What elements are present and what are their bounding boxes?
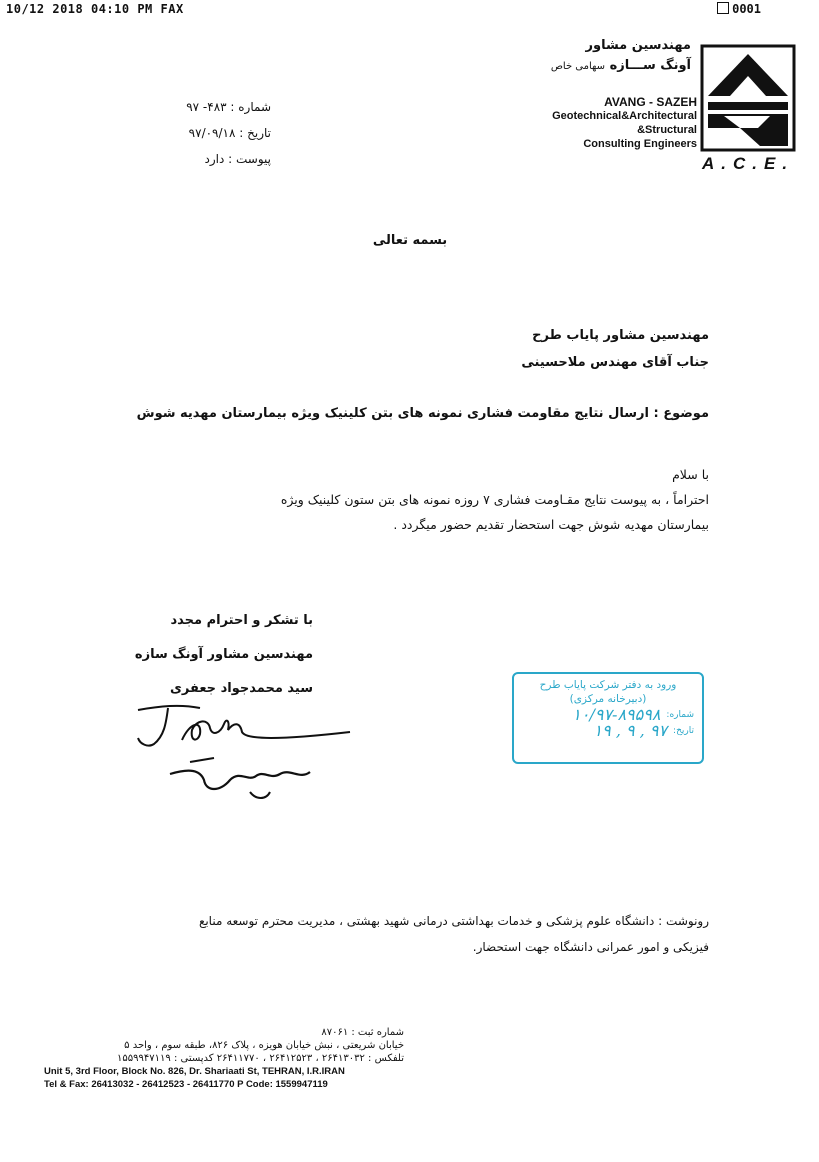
- letter-footer: [44, 1026, 404, 1091]
- stamp-number-row: [522, 705, 694, 724]
- stamp-date-label: تاریخ:: [673, 726, 694, 736]
- stamp-date-row: [522, 721, 694, 740]
- recipient-person: جناب آقای مهندس ملاحسینی: [521, 355, 709, 370]
- handwritten-signature: [130, 700, 370, 810]
- letter-number: شماره : ۴۸۳- ۹۷: [186, 100, 271, 114]
- letter-subject: موضوع : ارسال نتایج مقاومت فشاری نمونه های بتن کلینیک ویژه بیمارستان مهدیه شوش: [136, 406, 709, 421]
- body-line-2: بیمارستان مهدیه شوش جهت استحضار تقدیم حضور میگردد .: [393, 517, 709, 532]
- fax-page-label: 0001: [732, 2, 761, 16]
- signer-name: سید محمدجواد جعفری: [169, 681, 313, 696]
- company-en-name: AVANG - SAZEH: [604, 95, 697, 109]
- stamp-number-label: شماره:: [666, 710, 694, 720]
- company-fa-name: آونگ ســـازه: [609, 58, 691, 73]
- recipient-org: مهندسین مشاور پایاب طرح: [532, 328, 709, 343]
- body-line-1: احتراماً ، به پیوست نتایج مقـاومت فشاری ۷ روزه نمونه های بتن ستون کلینیک ویژه: [280, 492, 709, 507]
- checkbox-icon: [717, 2, 729, 14]
- company-name-fa: [481, 36, 691, 77]
- company-fa-line1: مهندسین مشاور: [585, 38, 691, 53]
- company-en-line2: &Structural: [637, 124, 697, 136]
- company-fa-line2: [481, 56, 691, 77]
- cc-line-2: فیزیکی و امور عمرانی دانشگاه جهت استحضار.: [472, 940, 709, 954]
- footer-phone-en: Tel & Fax: 26413032 - 26412523 - 26411770 P Code: 1559947119: [44, 1079, 328, 1090]
- company-en-line3: Consulting Engineers: [583, 138, 697, 150]
- basmala-heading: بسمه تعالی: [372, 233, 448, 248]
- fax-page-number: [717, 2, 761, 16]
- stamp-date-value: ۹۷ , ۹ , ۱۹: [593, 721, 668, 740]
- reference-block: [121, 94, 271, 172]
- company-fa-suffix: سهامی خاص: [550, 61, 606, 72]
- closing-regards: با تشکر و احترام مجدد: [170, 613, 313, 628]
- letter-body: [109, 462, 709, 537]
- company-logo-icon: [700, 44, 796, 152]
- closing-company: مهندسین مشاور آونگ سازه: [134, 647, 313, 662]
- carbon-copy: [109, 908, 709, 960]
- company-name-en: [497, 95, 697, 151]
- company-en-line1: Geotechnical&Architectural: [552, 110, 697, 122]
- stamp-subheading: (دبیرخانه مرکزی): [569, 693, 647, 705]
- stamp-heading: ورود به دفتر شرکت پایاب طرح: [539, 679, 677, 691]
- stamp-number-value: ۱۰/۹۷-۸۹۵۹۸: [572, 705, 661, 724]
- recipient-block: [309, 322, 709, 376]
- footer-phone-fa: تلفکس : ۲۶۴۱۳۰۳۲ ، ۲۶۴۱۲۵۲۳ ، ۲۶۴۱۱۷۷۰ کدپستی : ۱۵۵۹۹۴۷۱۱۹: [117, 1053, 404, 1064]
- greeting: با سلام: [672, 467, 709, 482]
- closing-block: [83, 604, 313, 706]
- footer-registration: شماره ثبت : ۸۷۰۶۱: [321, 1027, 404, 1038]
- cc-line-1: رونوشت : دانشگاه علوم پزشکی و خدمات بهداشتی درمانی شهید بهشتی ، مدیریت محترم توسعه منابع: [198, 914, 709, 928]
- fax-timestamp: 10/12 2018 04:10 PM FAX: [6, 2, 184, 16]
- footer-address-en: Unit 5, 3rd Floor, Block No. 826, Dr. Shariaati St, TEHRAN, I.R.IRAN: [44, 1066, 345, 1077]
- company-abbreviation: A.C.E.: [702, 154, 795, 173]
- letter-attachment: پیوست : دارد: [204, 152, 271, 166]
- footer-address-fa: خیابان شریعتی ، نبش خیابان هویزه ، پلاک ۸۲۶، طبقه سوم ، واحد ۵: [124, 1040, 404, 1051]
- letter-date: تاریخ : ۹۷/۰۹/۱۸: [188, 126, 271, 140]
- received-stamp: [512, 672, 704, 764]
